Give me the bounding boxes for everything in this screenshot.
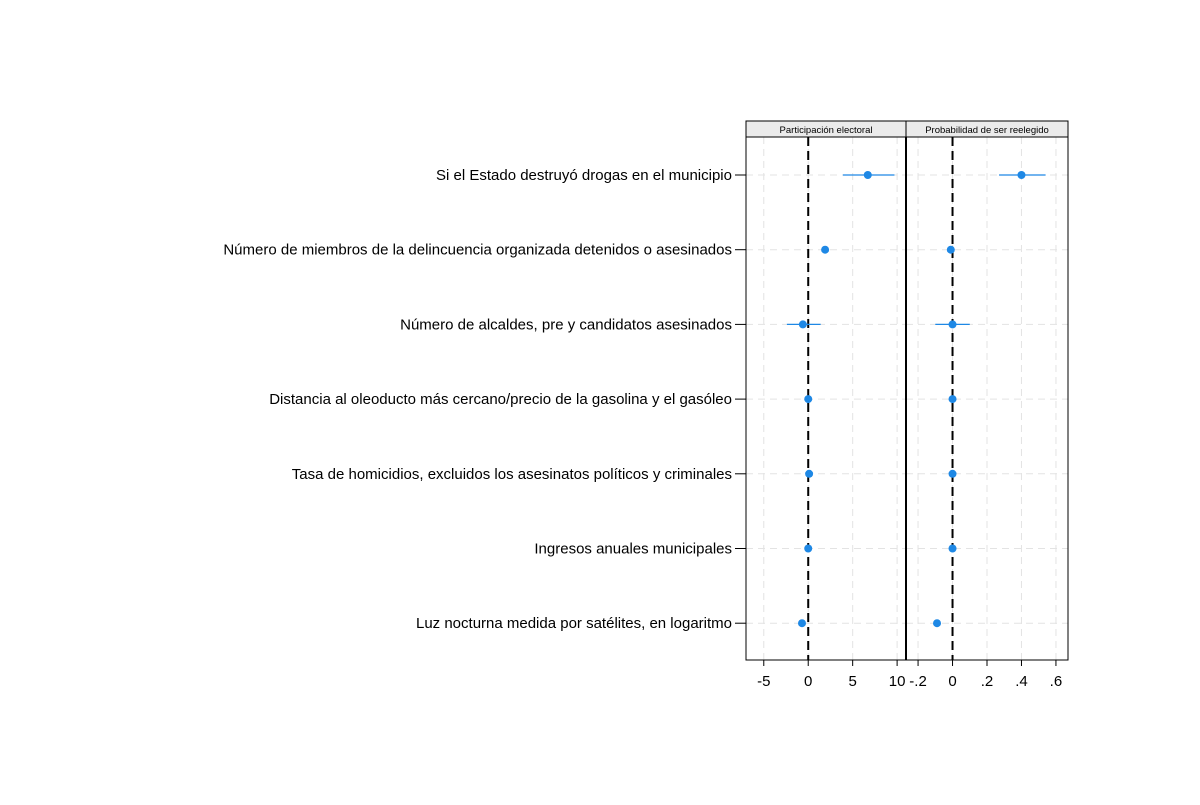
x-tick-label: 10 bbox=[888, 673, 906, 690]
row-label: Número de miembros de la delincuencia organizada detenidos o asesinados bbox=[223, 241, 732, 259]
x-tick-label: 5 bbox=[848, 673, 857, 690]
point-estimate bbox=[804, 395, 812, 403]
point-estimate bbox=[933, 619, 941, 627]
row-label: Luz nocturna medida por satélites, en logaritmo bbox=[415, 615, 732, 633]
x-tick-label: -5 bbox=[757, 673, 771, 690]
panel-frame bbox=[746, 137, 906, 660]
point-estimate bbox=[949, 395, 957, 403]
point-estimate bbox=[821, 246, 829, 254]
x-tick-label: -.2 bbox=[909, 673, 927, 690]
row-label: Tasa de homicidios, excluidos los asesinatos políticos y criminales bbox=[291, 465, 732, 483]
point-estimate bbox=[798, 619, 806, 627]
row-label: Si el Estado destruyó drogas en el municipio bbox=[435, 167, 732, 184]
x-tick-label: 0 bbox=[804, 673, 813, 690]
x-tick-label: .2 bbox=[980, 673, 994, 690]
row-label: Ingresos anuales municipales bbox=[534, 540, 732, 558]
row-label: Número de alcaldes, pre y candidatos asesinados bbox=[400, 316, 732, 334]
point-estimate bbox=[804, 545, 812, 553]
x-tick-label: .4 bbox=[1015, 673, 1028, 690]
panel-title: Probabilidad de ser reelegido bbox=[925, 125, 1049, 136]
point-estimate bbox=[1017, 171, 1025, 179]
point-estimate bbox=[864, 171, 872, 179]
point-estimate bbox=[949, 545, 957, 553]
point-estimate bbox=[949, 470, 957, 478]
point-estimate bbox=[947, 246, 955, 254]
x-tick-label: .6 bbox=[1049, 673, 1063, 690]
point-estimate bbox=[799, 320, 807, 328]
point-estimate bbox=[805, 470, 813, 478]
row-label: Distancia al oleoducto más cercano/precio de la gasolina y el gasóleo bbox=[269, 391, 732, 409]
panel-title: Participación electoral bbox=[779, 125, 873, 136]
point-estimate bbox=[949, 320, 957, 328]
x-tick-label: 0 bbox=[948, 673, 957, 690]
